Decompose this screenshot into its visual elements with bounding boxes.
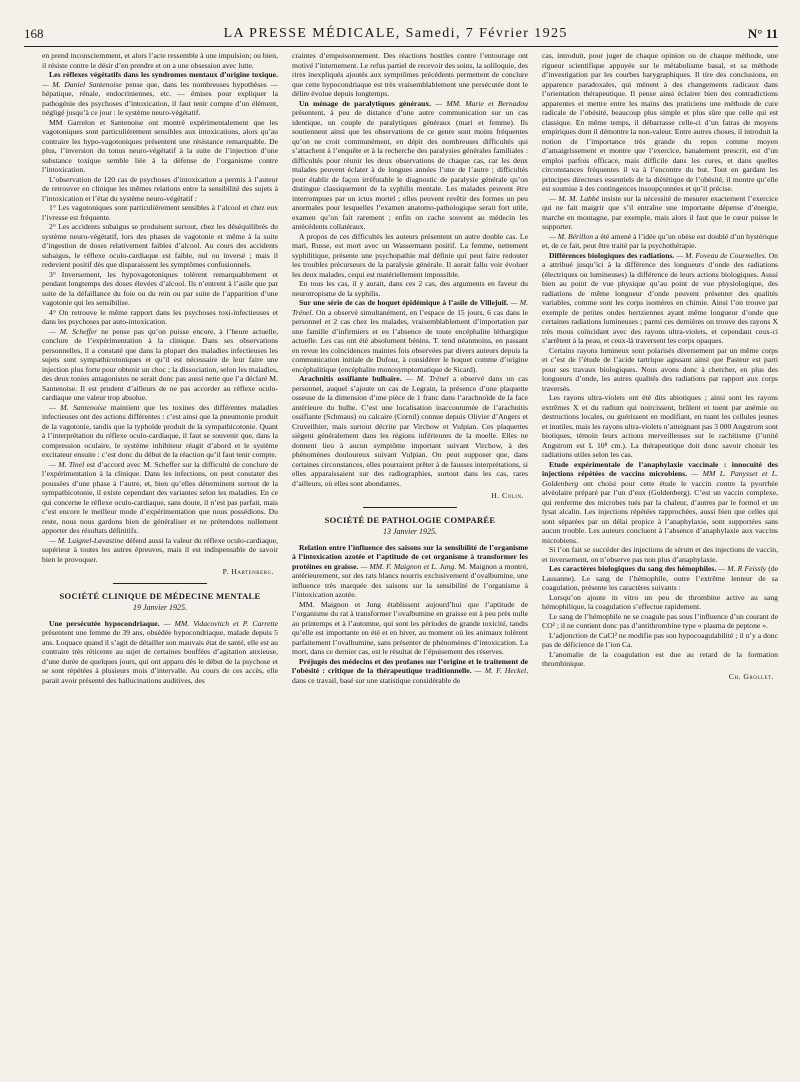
subsection-title: Un ménage de paralytiques généraux.: [299, 98, 432, 108]
subsection-title: Relation entre l’influence des saisons sur la sensibilité de l’organisme à l’intoxication azotée et l’aptitude de cet organisme à transformer les protéines en graisse.: [292, 542, 528, 571]
column-2: [292, 51, 528, 1078]
subsection-title: Sur une série de cas de hoquet épidémique à l’asile de Villejuif.: [299, 298, 509, 307]
paragraph: Les caractères biologiques du sang des hémophiles. — M. R Feissly (de Lausanne). Le sang de l’hémophile, outre l’extrême lenteur de sa coagulation, présente les caractères suivants :: [542, 564, 778, 592]
paragraph: — M. Tinel est d’accord avec M. Scheffer sur la difficulté de conclure de l’expérimentation à la clinique. Dans les infections, on peut constater des poussées d’une phase à l’autre, et, bien qu’elles déterminent surtout de la sympathicotonie, il existe cependant des variantes selon les maladies. En ce qui concerne le réflexe oculo-cardiaque, sans doute, il n’est pas parfait, mais c’est encore le meilleur mode d’expérimentation que nous possédions. Du reste, nous nous gardons bien de généraliser et ne prétendons nullement apporter des résultats définitifs.: [42, 459, 278, 535]
paragraph: cas, introduit, pour juger de chaque opinion ou de chaque méthode, une rigueur scientifique appuyée sur le métabolisme basal, et sa méthode d’investigation par les courbes barygraphiques. Il tire des conclusions, en apparence paradoxales, qui mènent à des changements radicaux dans l’orientation thérapeutique. Il pense ainsi éclairer bien des contradictions apparentes et mettre entre les mains des praticiens une méthode de cure radicale de l’obésité, beaucoup plus simple et plus sûre que celle qui est classique. En même temps, il débarrasse celle-ci d’un fatras de moyens empiriques dont il démontre la non-valeur. Entre autres choses, il introduit la notion de l’importance très grande du repos comme moyen d’amaigrissement et montre que l’exercice, banalement prescrit, est d’un emploi parfois efficace, mais difficile dans les cures, et dans quelles circonstances fréquentes il va à l’encontre du but. Tout en gardant les principes directeurs essentiels de la diététique de l’obésité, il montre qu’elle est soumise à des contingences insoupçonnées et qu’il précise.: [542, 51, 778, 193]
paragraph: MM. Maignon et Jung établissent aujourd’hui que l’aptitude de l’organisme du rat à transformer l’ovalbumine en graisse est à peu près nulle au printemps et à l’automne, qui sont les périodes de grande toxicité, tandis qu’elle est importante en été et en hiver, au moment où les animaux tolèrent parfaitement l’ovalbumine, sans présenter de phénomènes d’intoxication. La mort, dans ce dernier cas, est le résultat de l’épuisement des réserves.: [292, 599, 528, 656]
author-name: — M. Daniel Santenoise: [42, 79, 122, 89]
article-columns: [42, 51, 778, 1078]
author-name: — M. Laignel-Lavastine: [49, 535, 124, 545]
column-1: [42, 51, 278, 1078]
signature: Ch. Grollet.: [728, 671, 774, 681]
paragraph: Les réflexes végétatifs dans les syndromes mentaux d’origine toxique. — M. Daniel Santenoise pense que, dans les nombreuses hypothèses — hépatique, rénale, endocriniennes, etc. — émises pour expliquer la pathogénie des psychoses d’intoxication, il faut tenir compte d’un élément, négligé jusqu’à ce jour : le système neuro-végétatif.: [42, 70, 278, 117]
author-name: — M. Trénel: [405, 374, 449, 383]
section-title: SOCIÉTÉ DE PATHOLOGIE COMPARÉE: [324, 514, 496, 525]
subsection-title: Une persécutée hypocondriaque.: [49, 618, 160, 628]
paragraph: Relation entre l’influence des saisons sur la sensibilité de l’organisme à l’intoxication azotée et l’aptitude de cet organisme à transformer les protéines en graisse. — MM. F. Maignon et L. Jung. M. Maignon a montré, antérieurement, sur des rats blancs nourris exclusivement d’ovalbumine, une influence très marquée des saisons sur la sensibilité de l’organisme à l’intoxication azotée.: [292, 542, 528, 599]
author-name: — MM. Vidacovitch et P. Carrette: [163, 618, 278, 628]
author-name: — M. F. Heckel,: [474, 666, 528, 675]
author-name: — M. Trénel.: [292, 298, 528, 317]
subsection-title: Les réflexes végétatifs dans les syndromes mentaux d’origine toxique.: [49, 70, 278, 79]
paragraph: L’anomalie de la coagulation est due au retard de la formation thrombinique.: [542, 649, 778, 668]
paragraph: Certains rayons lumineux sont polarisés diversement par un même corps et c’est de l’étude de l’acide tartrique agissant ainsi que Pasteur est parti pour ses travaux biologiques. Nous avons donc à chercher, en plus des longueurs d’onde, les autres qualités des radiations par rapport aux corps traversés.: [542, 345, 778, 393]
section-divider: [113, 583, 207, 584]
author-name: — M. Santenoise: [49, 402, 107, 412]
paragraph: 4° On retrouve le même rapport dans les psychoses toxi-infectieuses et dans les psychoses par auto-intoxication.: [42, 307, 278, 326]
paragraph: — M. Bérillon a été amené à l’idée qu’un obèse est doublé d’un hystérique et, de ce fait, peut être traité par la psychothérapie.: [542, 231, 778, 250]
author-name: — M. M. Labbé: [549, 193, 600, 203]
section-divider: [363, 507, 457, 508]
author-name: — M. Tinel: [49, 459, 85, 469]
paragraph: Différences biologiques des radiations. — M. Foveau de Courmelles. On a attribué jusqu’ici à la différence des longueurs d’onde des radiations (électriques ou lumineuses) la différence de leurs actions biologiques. Aussi bien au point de vue physique qu’au point de vue physiologique, des radiations de même longueur d’onde peuvent présenter des qualités variables, comme sont les corps isomères en chimie. Ainsi l’on trouve par exemple de petites ondes hertziennes ayant même longueur d’onde que certaines radiations lumineuses ; parmi ces dernières on trouve des rayons X très mous coïncidant avec des rayons ultra-violets, et cependant ceux-ci s’arrêtent à la peau, et ceux-là traversent les corps opaques.: [542, 250, 778, 345]
paragraph: Arachnitis ossifiante bulbaire. — M. Trénel a observé dans un cas personnel, auquel s’ajoute un cas de Legrain, la présence d’une plaquette osseuse de la dimension d’une pièce de 1 franc dans l’arachnoïde de la face antérieure du bulbe. C’est une localisation inaccoutumée de l’arachnitis ossifiante (Schmaus) ou calcaire (Cornil) connue depuis Olivier d’Angers et Cruveilhier, mais surtout décrite par Virchow et Vulpian. Ces plaquettes siègent généralement dans les régions inférieures de la moelle. Elles ne donnent lieu à aucun symptôme important suivant Virchow, à des phénomènes douloureux suivant Vulpian. On peut supposer que, dans certaines circonstances, elles pourraient prêter à de fausses interprétations, si elles apparaissaient sur des radiographies, surtout dans les cas, rares d’ailleurs, où elles sont abondantes.: [292, 374, 528, 488]
paragraph: En tous les cas, il y aurait, dans ces 2 cas, des arguments en faveur du neurotropisme de la syphilis.: [292, 279, 528, 298]
page-number: 168: [24, 26, 44, 41]
paragraph: en prend inconsciemment, et alors l’acte ressemble à une impulsion; ou bien, il résiste contre le désir d’en prendre et on a une obsession avec lutte.: [42, 51, 278, 70]
paragraph: 2° Les accidents subaigus se produisent surtout, chez les déséquilibrés du système neuro-végétatif, lors des phases de vagotonie et même à la suite d’ingestion de doses relativement faibles d’alcool. Au cours des accidents subaigus, le réflexe oculo-cardiaque est faible, nul ou inversé ; mais il redevient positif dès que disparaissent les symptômes confusionnels.: [42, 222, 278, 269]
paragraph: Etude expérimentale de l’anaphylaxie vaccinale : innocuité des injections répétées de vaccins microbiens. — MM L. Panysset et L. Goldenberg ont choisi pour cette étude le vaccin contre la pyorrhée alvéolaire préparé par l’un d’eux (Goldenberg). C’est un vaccin complexe, qui renferme des microbes tués par la chaleur, d’autres par le formol et un lysat alcalin. Les injections répétées rapprochées, aussi bien que celles qui sont séparées par un délai propice à l’anaphylaxie, sont supportées sans aucun trouble. Les auteurs concluent à l’absence d’anaphylaxie aux vaccins microbiens.: [542, 459, 778, 545]
issue-number: N° 11: [747, 26, 778, 41]
author-name: — MM L. Panysset et L. Goldenberg: [542, 469, 778, 488]
paragraph: — M. Scheffer ne pense pas qu’on puisse encore, à l’heure actuelle, conclure de l’expérimentation à la clinique. Dans ses observations personnelles, il a constaté que dans la plupart des maladies infectieuses les sujets sont sympathicotoniques et qu’il est nécessaire de leur faire une injection plus forte pour obtenir un choc ; la dissociation, selon les maladies, des deux tonies antagonistes ne serait donc pas aussi nette que l’a déclaré M. Santenoise. Il est prudent d’ailleurs de ne pas accorder au réflexe oculo-cardiaque une valeur trop absolue.: [42, 326, 278, 402]
paragraph: L’observation de 120 cas de psychoses d’intoxication a permis à l’auteur de retrouver en clinique les mêmes relations entre la sensibilité des sujets à l’intoxication et l’état du système neuro-végétatif :: [42, 174, 278, 203]
subsection-title: Arachnitis ossifiante bulbaire.: [299, 374, 402, 383]
subsection-title: Différences biologiques des radiations.: [549, 250, 675, 260]
paragraph: 3° Inversement, les hypovagotoniques tolèrent remarquablement et pendant longtemps des doses élevées d’alcool. Ils n’entrent à l’asile que par suite de la défaillance du foie ou du rein ou par suite de l’apparition d’une vagotonie qui les sensibilise.: [42, 269, 278, 307]
signature: H. Colin.: [491, 491, 524, 500]
author-name: — MM. F. Maignon et L. Jung.: [360, 561, 457, 571]
author-name: — M. Bérillon: [549, 231, 594, 241]
column-3: [542, 51, 778, 1078]
section-date: 13 Janvier 1925.: [383, 527, 437, 536]
paragraph: L’adjonction de CaCl² ne modifie pas son hypocoagulabilité ; il n’y a donc pas de déficience de l’ion Ca.: [542, 630, 778, 649]
paragraph: Préjugés des médecins et des profanes sur l’origine et le traitement de l’obésité : critique de la thérapeutique traditionnelle. — M. F. Heckel, dans ce travail, basé sur une statistique considérable de: [292, 656, 528, 685]
signature: P. Hartenberg.: [222, 567, 274, 576]
paragraph: — M. Santenoise maintient que les toxines des différentes maladies infectieuses ont des actions différentes : c’est ainsi que la pneumonie produit de la vagotonie, tandis que la typhoïde produit de la sympathicotonie. Quant à l’interprétation du réflexe oculo-cardiaque, il faut se souvenir que, dans la compression oculaire, le système inhibiteur réagit d’abord et le système excitateur ensuite : c’est donc du début de la réaction qu’il faut tenir compte.: [42, 402, 278, 459]
subsection-title: Etude expérimentale de l’anaphylaxie vaccinale : innocuité des injections répétées de vaccins microbiens.: [542, 459, 778, 478]
subsection-title: Préjugés des médecins et des profanes sur l’origine et le traitement de l’obésité : critique de la thérapeutique traditionnelle.: [292, 656, 528, 675]
paragraph: Une persécutée hypocondriaque. — MM. Vidacovitch et P. Carrette présentent une femme de 39 ans, obsédée hypocondriaque, malade depuis 5 ans. Loquace quand il s’agit de détailler son mauvais état de santé, elle est au contraire très réticente au sujet de certaines bouffées d’agitation anxieuse, d’une durée de quelques jours, qui ont apparu dès le début de la psychose et se sont répétées à plusieurs mois d’intervalle. Au cours de ces accès, elle parait avoir présenté des hallucinations auditives, des: [42, 618, 278, 685]
paragraph: A propos de ces difficultés les auteurs présentent un autre double cas. Le mari, Russe, est mort avec un Wassermann positif. La femme, nettement syphilitique, présente une psychopathie mal définie qui peut faire redouter les troubles précurseurs de la paralysie générale. Il aurait fallu voir évoluer les deux malades, cequi est matériellement impossible.: [292, 231, 528, 279]
author-name: — MM. Marie et Bernadou: [435, 98, 528, 108]
author-name: — M. R Feissly: [718, 564, 767, 573]
paragraph: Si l’on fait se succéder des injections de sérum et des injections de vaccin, et inversement, on n’observe pas non plus d’anaphylaxie.: [542, 545, 778, 564]
subsection-title: Les caractères biologiques du sang des hémophiles.: [549, 564, 717, 573]
paragraph: Les rayons ultra-violets ont été dits abiotiques ; ainsi sont les rayons extrêmes X et du radium qui noircissent, brûlent et tuent par anémie ou destructions locales, ou guérissent en modifiant, en tuant les cellules jeunes et inutiles, mais les rayons ultra-violets n’atteignant pas 3 000 Angstrom sont biotiques, témoin leurs actions merveilleuses sur le rachitisme (l’unité Angstrom est L 10⁸ cm.). La thérapeutique doit donc savoir choisir les radiations utiles selon les cas.: [542, 393, 778, 459]
page-header: [24, 22, 778, 47]
paragraph: — M. M. Labbé insiste sur la nécessité de mesurer exactement l’exercice qui ne fait maigrir que s’il entraîne une importante dépense d’énergie, marche en montagne, par exemple, mais alors il faut que le cœur puisse le supporter.: [542, 193, 778, 231]
paragraph: Sur une série de cas de hoquet épidémique à l’asile de Villejuif. — M. Trénel. On a observé simultanément, en l’espace de 15 jours, 6 cas dans le personnel et 2 cas chez les malades, vraisemblablement d’importation par une famille d’infirmiers et en l’absence de toute encéphalite léthargique actuelle. Les cas ont été absolument bénins. T. tend néanmoins, en passant en revue les coïncidences maintes fois observées par divers auteurs depuis la communication initiale de Dufour, à considérer le hoquet comme d’origine encéphalitique (encéphalite monosymptomatique de Sicard).: [292, 298, 528, 374]
paragraph: Lorsqu’on ajoute in vitro un peu de thrombine active au sang hémophilique, la coagulation s’effectue rapidement.: [542, 592, 778, 611]
section-title: SOCIÉTÉ CLINIQUE DE MÉDECINE MENTALE: [59, 590, 261, 601]
paragraph: MM Garrelon et Santenoise ont montré expérimentalement que les vagotoniques sont particulièrement sensibles aux intoxications, alors qu’au contraire les hypo-vagotoniques présentent une résistance remarquable. De plus, l’inversion du tonus neuro-végétatif à la suite de l’injection d’une substance toxique semble liée à la défense de l’organisme contre l’intoxication.: [42, 117, 278, 174]
paragraph: — M. Laignel-Lavastine défend aussi la valeur du réflexe oculo-cardiaque, supérieur à toutes les autres épreuves, mais il est indispensable de savoir bien le provoquer.: [42, 535, 278, 564]
paragraph: 1° Les vagotoniques sont particulièrement sensibles à l’alcool et chez eux l’ivresse est fréquente.: [42, 203, 278, 222]
author-name: — M. Foveau de Courmelles.: [676, 250, 767, 260]
paragraph: Un ménage de paralytiques généraux. — MM. Marie et Bernadou présentent, à peu de distance d’une autre communication sur un cas identique, un couple de paralytiques généraux (mari et femme). Ils soutiennent ainsi que les observations de ce genre sont moins fréquentes qu’on ne croit communément, en dépit des nombreuses difficultés qui s’attachent à l’enquête et à la recherche des paralysies générales familiales : difficultés pour réunir les deux observations de chaque cas, car les deux malades peuvent éclater à de longues années l’une de l’autre ; difficultés pour établir de façon irréfutable le diagnostic de paralysie générale qu’on distingue classiquement de la syphilis mentale. Les malades peuvent être interrompues par un ictus mortel ; elles peuvent revêtir des formes un peu anormales pour lesquelles l’examen anatomo-pathologique serait fort utile, examen qu’on fait rarement ; enfin on cache souvent au médecin les antécédents collatéraux.: [292, 98, 528, 231]
paragraph: Le sang de l’hémophile ne se coagule pas sous l’influence d’un courant de CO² ; il ne contient donc pas d’antithrombine type « plasma de peptone ».: [542, 611, 778, 630]
section-date: 19 Janvier 1925.: [133, 603, 187, 612]
author-name: — M. Scheffer: [49, 326, 98, 336]
journal-title: LA PRESSE MÉDICALE, Samedi, 7 Février 1925: [223, 26, 568, 41]
paragraph: craintes d’empoisonnement. Des réactions hostiles contre l’entourage ont motivé l’internement. Le refus partiel de recevoir des soins, la soliloquie, des rires inexpliqués ajoutés aux symptômes précédents permettent de conclure que cette hypocondriaque est très vraisemblablement une persécutée dont le délire évolue depuis longtemps.: [292, 51, 528, 98]
